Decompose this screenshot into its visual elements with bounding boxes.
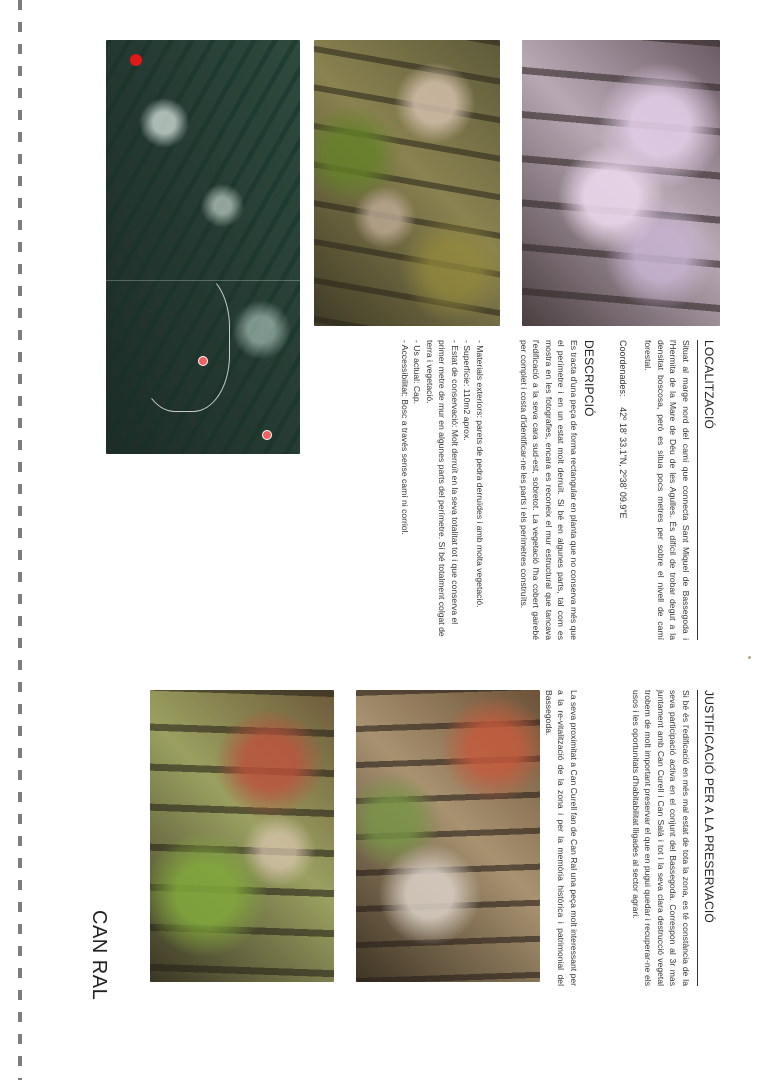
descripcio-list [399,340,487,640]
photo-forest-ruins-1 [356,690,540,982]
map-location-marker [130,54,142,66]
map-fold-line [106,280,300,281]
aerial-map-image [106,40,300,454]
list-item: - Estat de conservació: Molt derruït en la seva totalitat tot i que conserva el primer metre de mur en algunes parts del perímetre. Sí bé totalment colgat de terra i vegetació. [425,340,460,637]
list-item: - Materials exteriors: parets de pedra derruïdes i amb molta vegetació. [475,340,485,608]
photo-forest-ruins-2 [150,690,334,982]
list-item: - Us actual: Cap. [412,340,423,404]
section-heading-justificacio: JUSTIFICACIÓ PER A LA PRESERVACIÓ [702,690,716,923]
section-heading-descripcio: DESCRIPCIÓ [582,340,596,417]
photo-forest-stones [314,40,500,326]
justificacio-paragraph-1: Si bé és l'edificació en més mal estat de tota la zona, es té constància de la seva participació activa en el conjunt del Bassegoda. Correspon al 3r mas juntament amb Can Curell i Can Salà i tot i la seva clara destrucció vegetal trobem de molt important preservar el que en pugui quedar i recuperar-ne els usos i les oportunitats d'habitabilitat lligades al sector agrari. [631,690,691,986]
list-item: - Superfície: 110m2 aprox. [462,340,473,441]
list-item: - Accessibilitat: Bosc a través sense camí ni corriol. [400,340,410,535]
map-pin-icon [262,430,272,440]
coordinates-value: 42º 18' 33.1"N, 2º38' 09.9"E [618,407,628,519]
map-trail-line [138,270,230,412]
photo-ruins-wall [522,40,720,326]
coordinates [618,340,628,519]
section-heading-localitzacio: LOCALITZACIÓ [702,340,716,430]
heading-rule [697,340,698,640]
rotated-sheet [40,40,720,1040]
scan-edge-marks [18,0,22,1080]
coordinates-label: Coordenades: [618,340,628,397]
site-title: CAN RAL [88,910,110,1001]
localitzacio-text: Situat al marge nord del camí que connecta Sant Miquel de Bassegoda i l'Hermita de la Mare de Déu de les Agulles. És difícil de trobar degut a la densitat boscosa, però es situa pocs metres per sobre el nivell de camí forestal. [643,340,691,640]
heading-rule [697,690,698,986]
map-pin-icon [198,356,208,366]
justificacio-paragraph-2: La seva proximitat a Can Curell fan de Can Ral una peça molt interessant per a la re-vitalització de la zona i per la memòria històrica i patrimonial del Bassegoda. [544,690,579,986]
descripcio-text: Es tracta d'una peça de forma rectangular en planta que no conserva més que el perímetre i en un estat molt derruït. Si bé en algunes parts, tal com es mostra en les fotografies, encara es reconeix el mur estructural que tancava l'edificació a la seva cara sud-est, sobretot. La vegetació l'ha cobert gairebé per complet i costa d'identificar-ne les parts i els perímetres construïts. [519,340,579,640]
scan-speck [748,656,751,659]
